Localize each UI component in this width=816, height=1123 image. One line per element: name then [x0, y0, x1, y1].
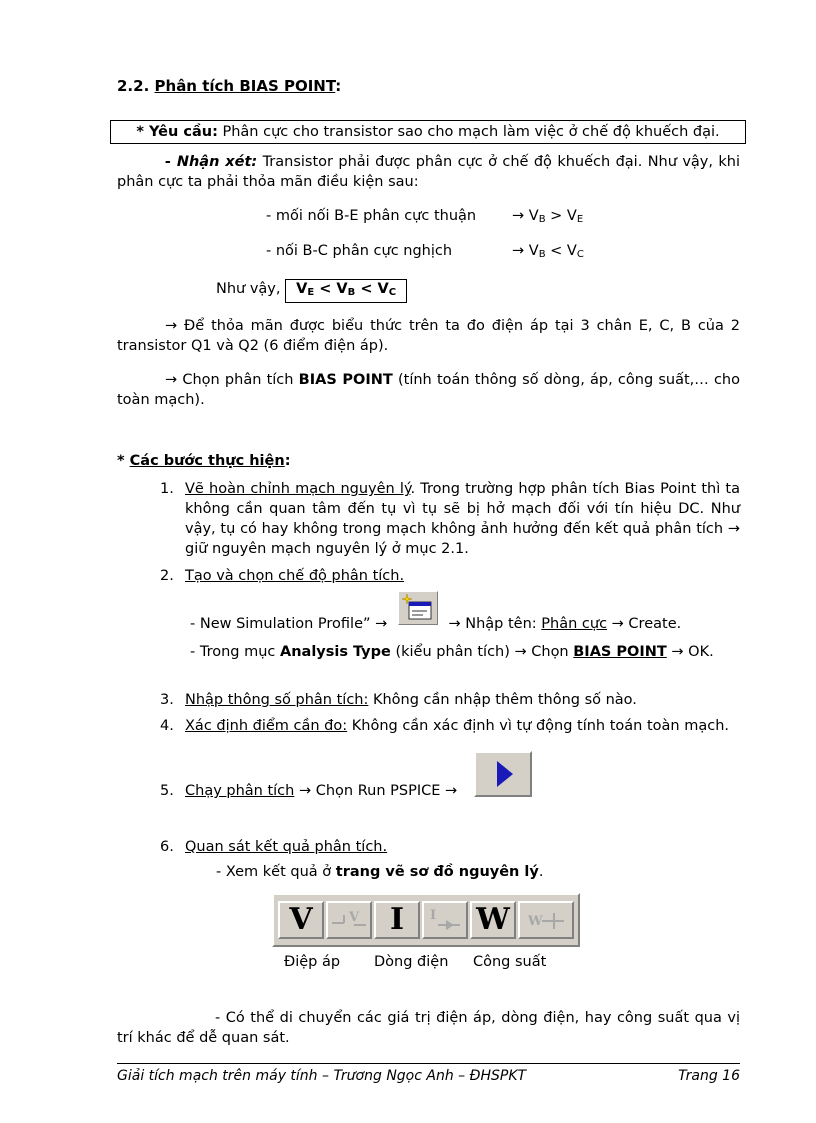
step-6: 6. Quan sát kết quả phân tích.: [160, 839, 388, 855]
step-2-analysis-line: - Trong mục Analysis Type (kiểu phân tích) → Chọn BIAS POINT → OK.: [190, 644, 714, 660]
footer-page-number: Trang 16: [678, 1068, 740, 1084]
step-5: 5. Chạy phân tích → Chọn Run PSPICE →: [160, 783, 462, 799]
step-4: 4. Xác định điểm cần đo: Không cần xác định vì tự động tính toán toàn mạch.: [160, 718, 729, 734]
section-heading: [117, 77, 341, 95]
run-pspice-icon[interactable]: [474, 751, 532, 797]
step-3: 3. Nhập thông số phân tích: Không cần nhập thêm thông số nào.: [160, 692, 637, 708]
caption-power: Công suất: [473, 954, 547, 970]
section-colon: :: [335, 77, 342, 95]
voltage-display-button[interactable]: V: [278, 901, 324, 939]
svg-text:W: W: [528, 914, 543, 929]
requirement-text: Phân cực cho transistor sao cho mạch làm việc ở chế độ khuếch đại.: [217, 124, 720, 140]
summary-line: Như vậy, $V_E < V_B < V_C$: [216, 279, 407, 303]
power-selected-button[interactable]: [518, 901, 574, 939]
remark-paragraph: [117, 152, 740, 192]
caption-current: Dòng điện: [374, 954, 449, 970]
svg-text:I: I: [430, 908, 437, 923]
condition-bc-relation: → $V_B < V_C$: [512, 243, 584, 260]
condition-be-relation: → $V_B > V_E$: [512, 208, 584, 225]
step-2: 2. Tạo và chọn chế độ phân tích.: [160, 568, 405, 584]
footer-left: Giải tích mạch trên máy tính – Trương Ngọc Anh – ĐHSPKT: [117, 1068, 527, 1084]
current-selected-button[interactable]: [422, 901, 468, 939]
step-2-profile-line: - New Simulation Profile” → → Nhập tên: Phân cực → Create.: [190, 616, 682, 632]
remark-label: - Nhận xét:: [165, 154, 258, 170]
svg-text:V: V: [349, 910, 360, 925]
power-display-button[interactable]: W: [470, 901, 516, 939]
requirement-label: * Yêu cầu:: [136, 124, 218, 140]
condition-bc: - nối B-C phân cực nghịch: [266, 243, 453, 259]
remark-text: Transistor phải được phân cực ở chế độ khuếch đại. Như vậy, khi phân cực ta phải thỏa mãn điều kiện sau:: [117, 154, 740, 190]
condition-be: - mối nối B-E phân cực thuận: [266, 208, 477, 224]
voltage-relation-box: $V_E < V_B < V_C$: [285, 279, 407, 303]
measure-paragraph: → Để thỏa mãn được biểu thức trên ta đo điện áp tại 3 chân E, C, B của 2 transistor Q1 và Q2 (6 điểm điện áp).: [117, 318, 740, 354]
requirement-box: [110, 120, 746, 144]
voltage-selected-button[interactable]: [326, 901, 372, 939]
new-simulation-profile-icon[interactable]: [398, 591, 438, 625]
results-toolbar: [272, 893, 580, 947]
footer-divider: [117, 1063, 740, 1064]
step-6-view-line: - Xem kết quả ở trang vẽ sơ đồ nguyên lý.: [216, 864, 544, 880]
move-paragraph: - Có thể di chuyển các giá trị điện áp, dòng điện, hay công suất qua vị trí khác để dễ quan sát.: [117, 1010, 740, 1046]
caption-voltage: Điệp áp: [284, 954, 341, 970]
play-triangle-icon: [476, 753, 530, 795]
section-title: Phân tích BIAS POINT: [154, 77, 336, 95]
current-display-button[interactable]: I: [374, 901, 420, 939]
step-1: 1. Vẽ hoàn chỉnh mạch nguyên lý. Trong trường hợp phân tích Bias Point thì ta không cần quan tâm đến tụ vì tụ sẽ bị hở mạch đối với tín hiệu DC. Như vậy, tụ có hay không trong mạch không ảnh hưởng đến kết quả phân tích → giữ nguyên mạch nguyên lý ở mục 2.1.: [160, 481, 740, 557]
section-number: 2.2.: [117, 77, 150, 95]
steps-heading: * Các bước thực hiện:: [117, 453, 291, 469]
choose-paragraph: → Chọn phân tích BIAS POINT (tính toán thông số dòng, áp, công suất,… cho toàn mạch).: [117, 372, 740, 408]
